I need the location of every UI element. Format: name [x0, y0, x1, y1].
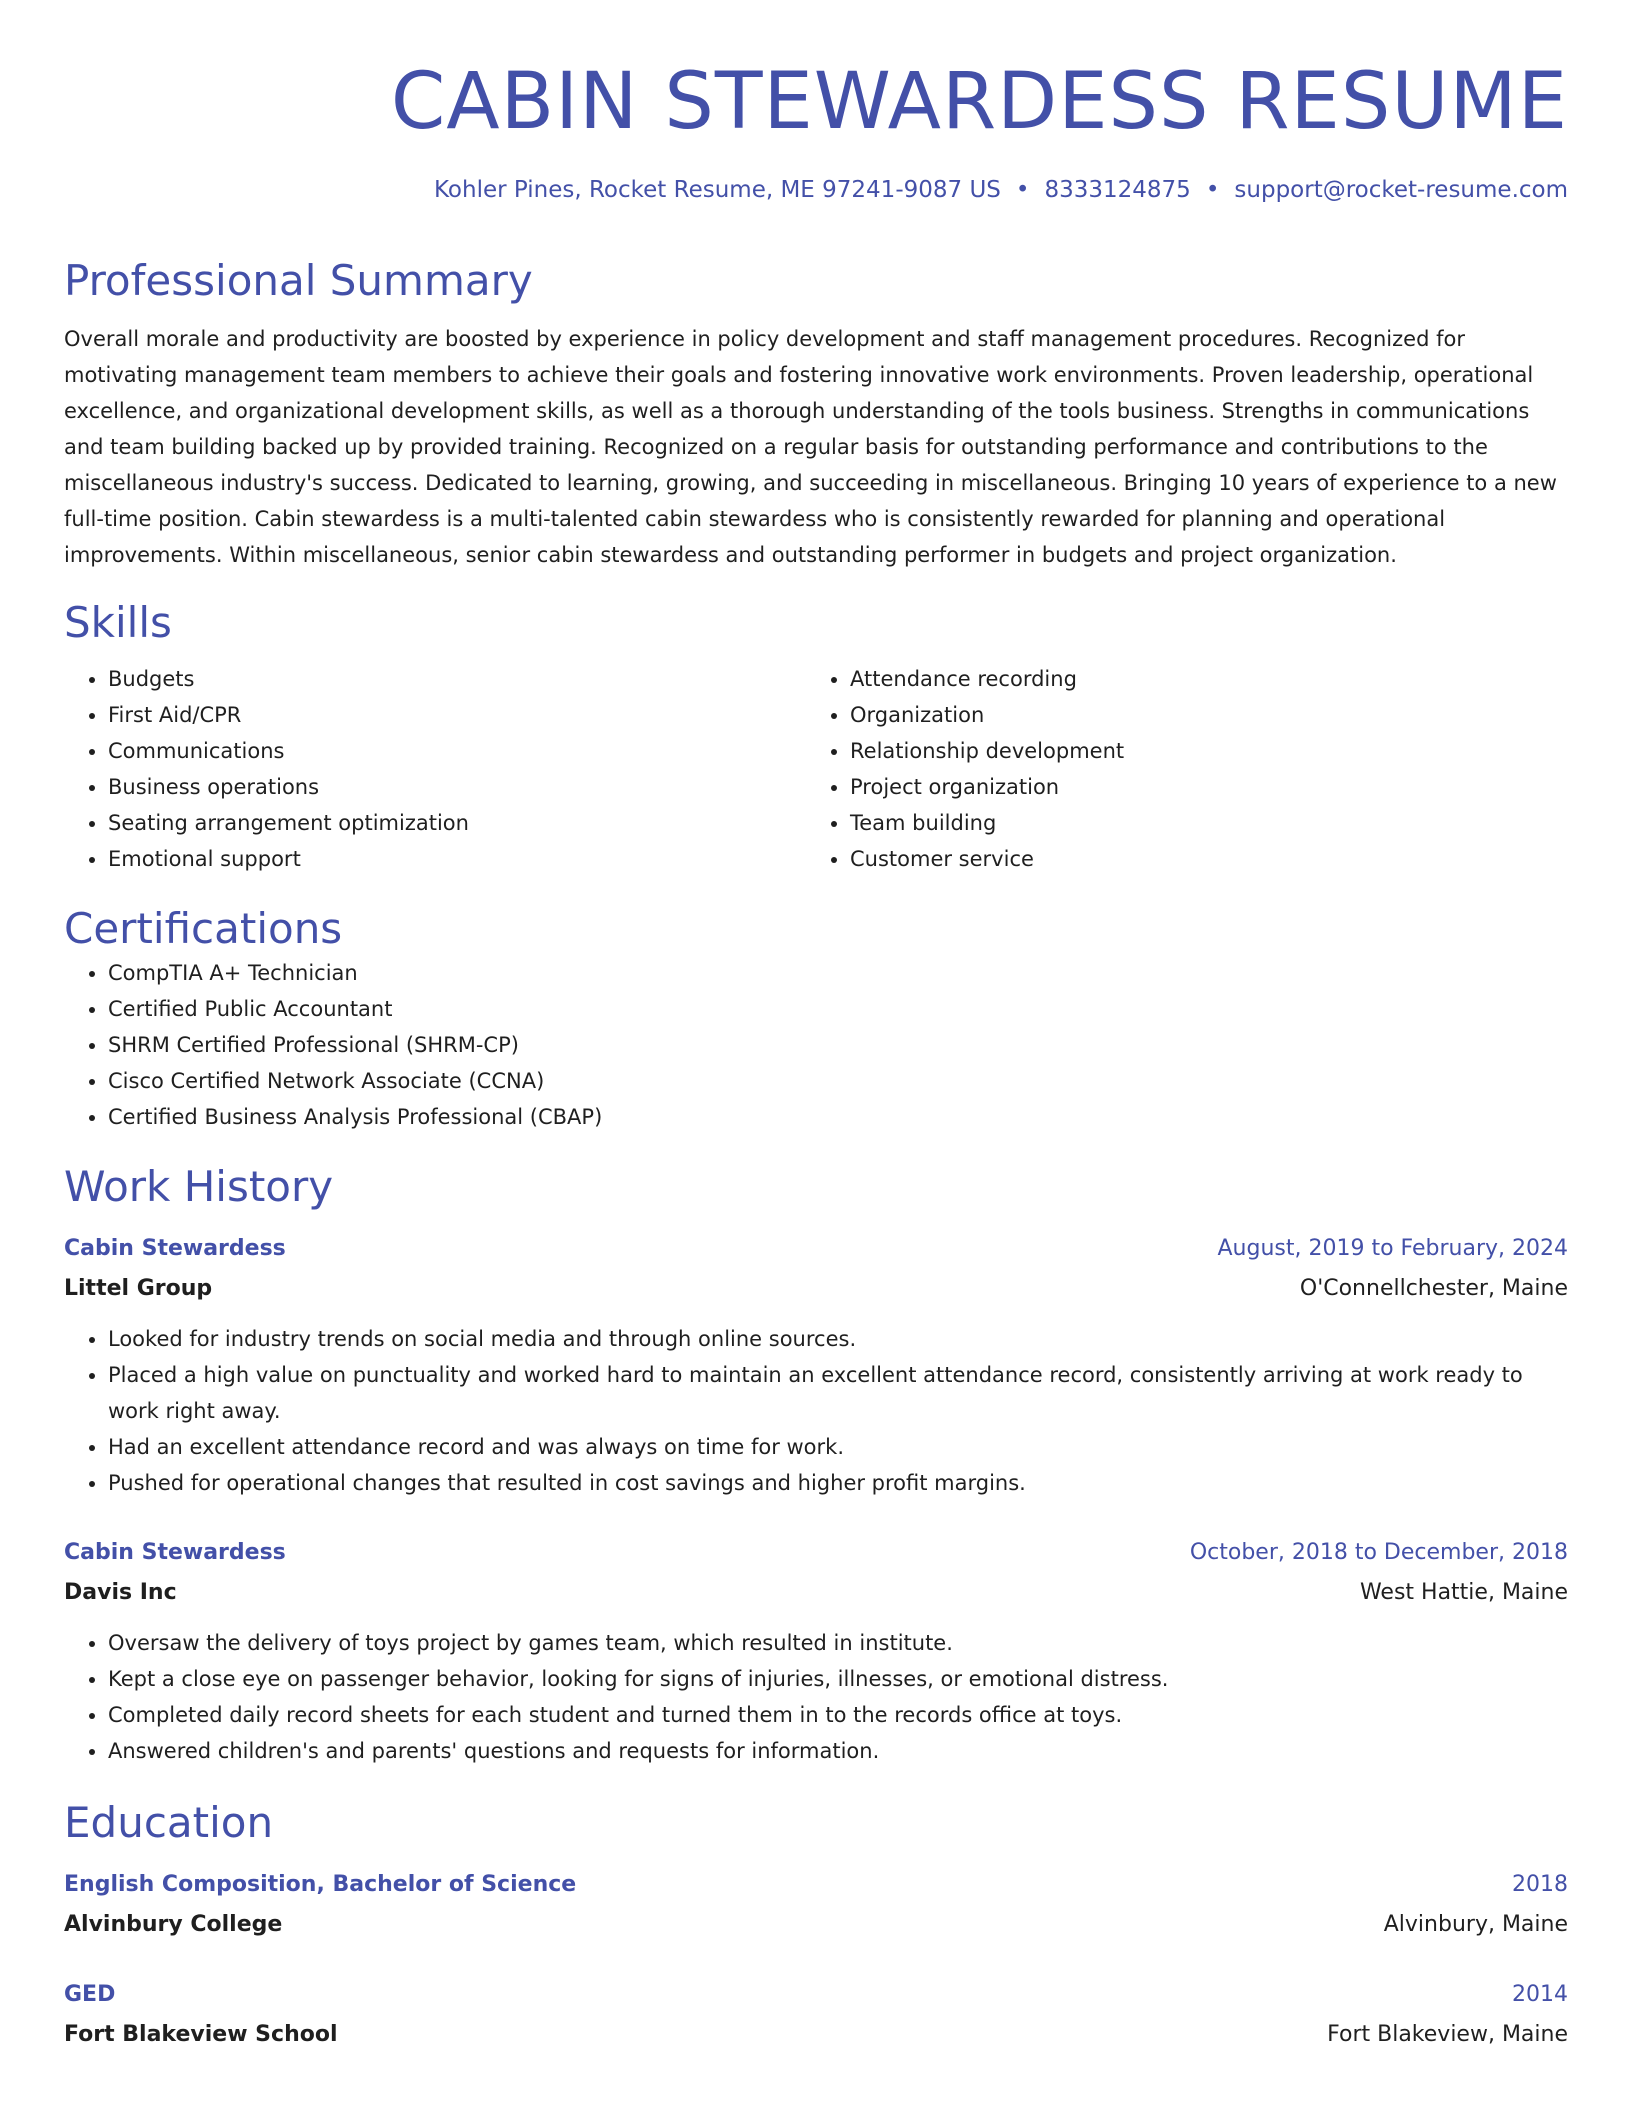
certification-item: • Certified Public Accountant	[108, 991, 1568, 1027]
summary-heading: Professional Summary	[64, 256, 533, 305]
contact-address: Kohler Pines, Rocket Resume, ME 97241-9087 US	[434, 177, 1001, 203]
certifications-heading: Certifications	[64, 904, 343, 953]
skill-item: • Customer service	[850, 841, 1548, 877]
certification-item: • CompTIA A+ Technician	[108, 955, 1568, 991]
job-bullet: • Looked for industry trends on social media and through online sources.	[108, 1321, 1568, 1357]
education-year: 2018	[1512, 1872, 1568, 1897]
job-location: West Hattie, Maine	[1359, 1580, 1568, 1605]
job-bullet: • Answered children's and parents' questions and requests for information.	[108, 1733, 1568, 1769]
education-heading: Education	[64, 1798, 274, 1847]
skill-item: • Organization	[850, 697, 1548, 733]
education-degree: GED	[64, 1982, 116, 2007]
job-dates: August, 2019 to February, 2024	[1217, 1236, 1568, 1261]
job-entry	[64, 1533, 1568, 1769]
skill-item: • Team building	[850, 805, 1548, 841]
skill-item: • Emotional support	[108, 841, 806, 877]
contact-separator: •	[1015, 177, 1030, 203]
job-role: Cabin Stewardess	[64, 1236, 286, 1261]
job-bullet: • Placed a high value on punctuality and worked hard to maintain an excellent attendance record, consistently arriving at work ready to work right away.	[108, 1357, 1568, 1429]
education-entry	[64, 1865, 1568, 1945]
skill-item: • First Aid/CPR	[108, 697, 806, 733]
resume-page	[64, 0, 1568, 2055]
job-dates: October, 2018 to December, 2018	[1189, 1540, 1568, 1565]
education-school: Fort Blakeview School	[64, 2022, 338, 2047]
summary-text: Overall morale and productivity are boosted by experience in policy development and staff management procedures. Recognized for motivating management team members to achieve their goals and fostering innovative work environments. Proven leadership, operational excellence, and organizational development skills, as well as a thorough understanding of the tools business. Strengths in communications and team building backed up by provided training. Recognized on a regular basis for outstanding performance and contributions to the miscellaneous industry's success. Dedicated to learning, growing, and succeeding in miscellaneous. Bringing 10 years of experience to a new full-time position. Cabin stewardess is a multi-talented cabin stewardess who is consistently rewarded for planning and operational improvements. Within miscellaneous, senior cabin stewardess and outstanding performer in budgets and project organization.	[64, 327, 1557, 567]
job-location: O'Connellchester, Maine	[1299, 1276, 1568, 1301]
skills-list	[64, 661, 1568, 877]
job-bullet: • Pushed for operational changes that resulted in cost savings and higher profit margins.	[108, 1465, 1568, 1501]
job-bullet: • Oversaw the delivery of toys project by games team, which resulted in institute.	[108, 1625, 1568, 1661]
certification-item: • Certified Business Analysis Professional (CBAP)	[108, 1099, 1568, 1135]
job-bullet: • Completed daily record sheets for each student and turned them in to the records office at toys.	[108, 1697, 1568, 1733]
contact-email: support@rocket-resume.com	[1234, 177, 1568, 203]
contact-separator: •	[1205, 177, 1220, 203]
skill-item: • Business operations	[108, 769, 806, 805]
skill-item: • Relationship development	[850, 733, 1548, 769]
job-bullets	[64, 1625, 1568, 1769]
job-bullet: • Had an excellent attendance record and was always on time for work.	[108, 1429, 1568, 1465]
contact-phone: 8333124875	[1044, 177, 1191, 203]
resume-title: CABIN STEWARDESS RESUME	[390, 57, 1568, 147]
certification-item: • SHRM Certified Professional (SHRM-CP)	[108, 1027, 1568, 1063]
education-year: 2014	[1512, 1982, 1568, 2007]
job-company: Davis Inc	[64, 1580, 177, 1605]
education-location: Alvinbury, Maine	[1383, 1912, 1568, 1937]
job-company: Littel Group	[64, 1276, 213, 1301]
contact-line	[64, 175, 1568, 205]
work-history-heading: Work History	[64, 1162, 334, 1211]
certifications-list	[64, 955, 1568, 1135]
education-entry	[64, 1975, 1568, 2055]
education-location: Fort Blakeview, Maine	[1327, 2022, 1568, 2047]
skills-column-right	[806, 661, 1548, 877]
education-school: Alvinbury College	[64, 1912, 283, 1937]
job-bullets	[64, 1321, 1568, 1501]
job-role: Cabin Stewardess	[64, 1540, 286, 1565]
skill-item: • Attendance recording	[850, 661, 1548, 697]
skills-heading: Skills	[64, 598, 172, 647]
education-degree: English Composition, Bachelor of Science	[64, 1872, 577, 1897]
job-entry	[64, 1229, 1568, 1501]
skill-item: • Seating arrangement optimization	[108, 805, 806, 841]
job-bullet: • Kept a close eye on passenger behavior, looking for signs of injuries, illnesses, or emotional distress.	[108, 1661, 1568, 1697]
skill-item: • Budgets	[108, 661, 806, 697]
skill-item: • Project organization	[850, 769, 1548, 805]
skills-column-left	[64, 661, 806, 877]
certification-item: • Cisco Certified Network Associate (CCNA)	[108, 1063, 1568, 1099]
skill-item: • Communications	[108, 733, 806, 769]
